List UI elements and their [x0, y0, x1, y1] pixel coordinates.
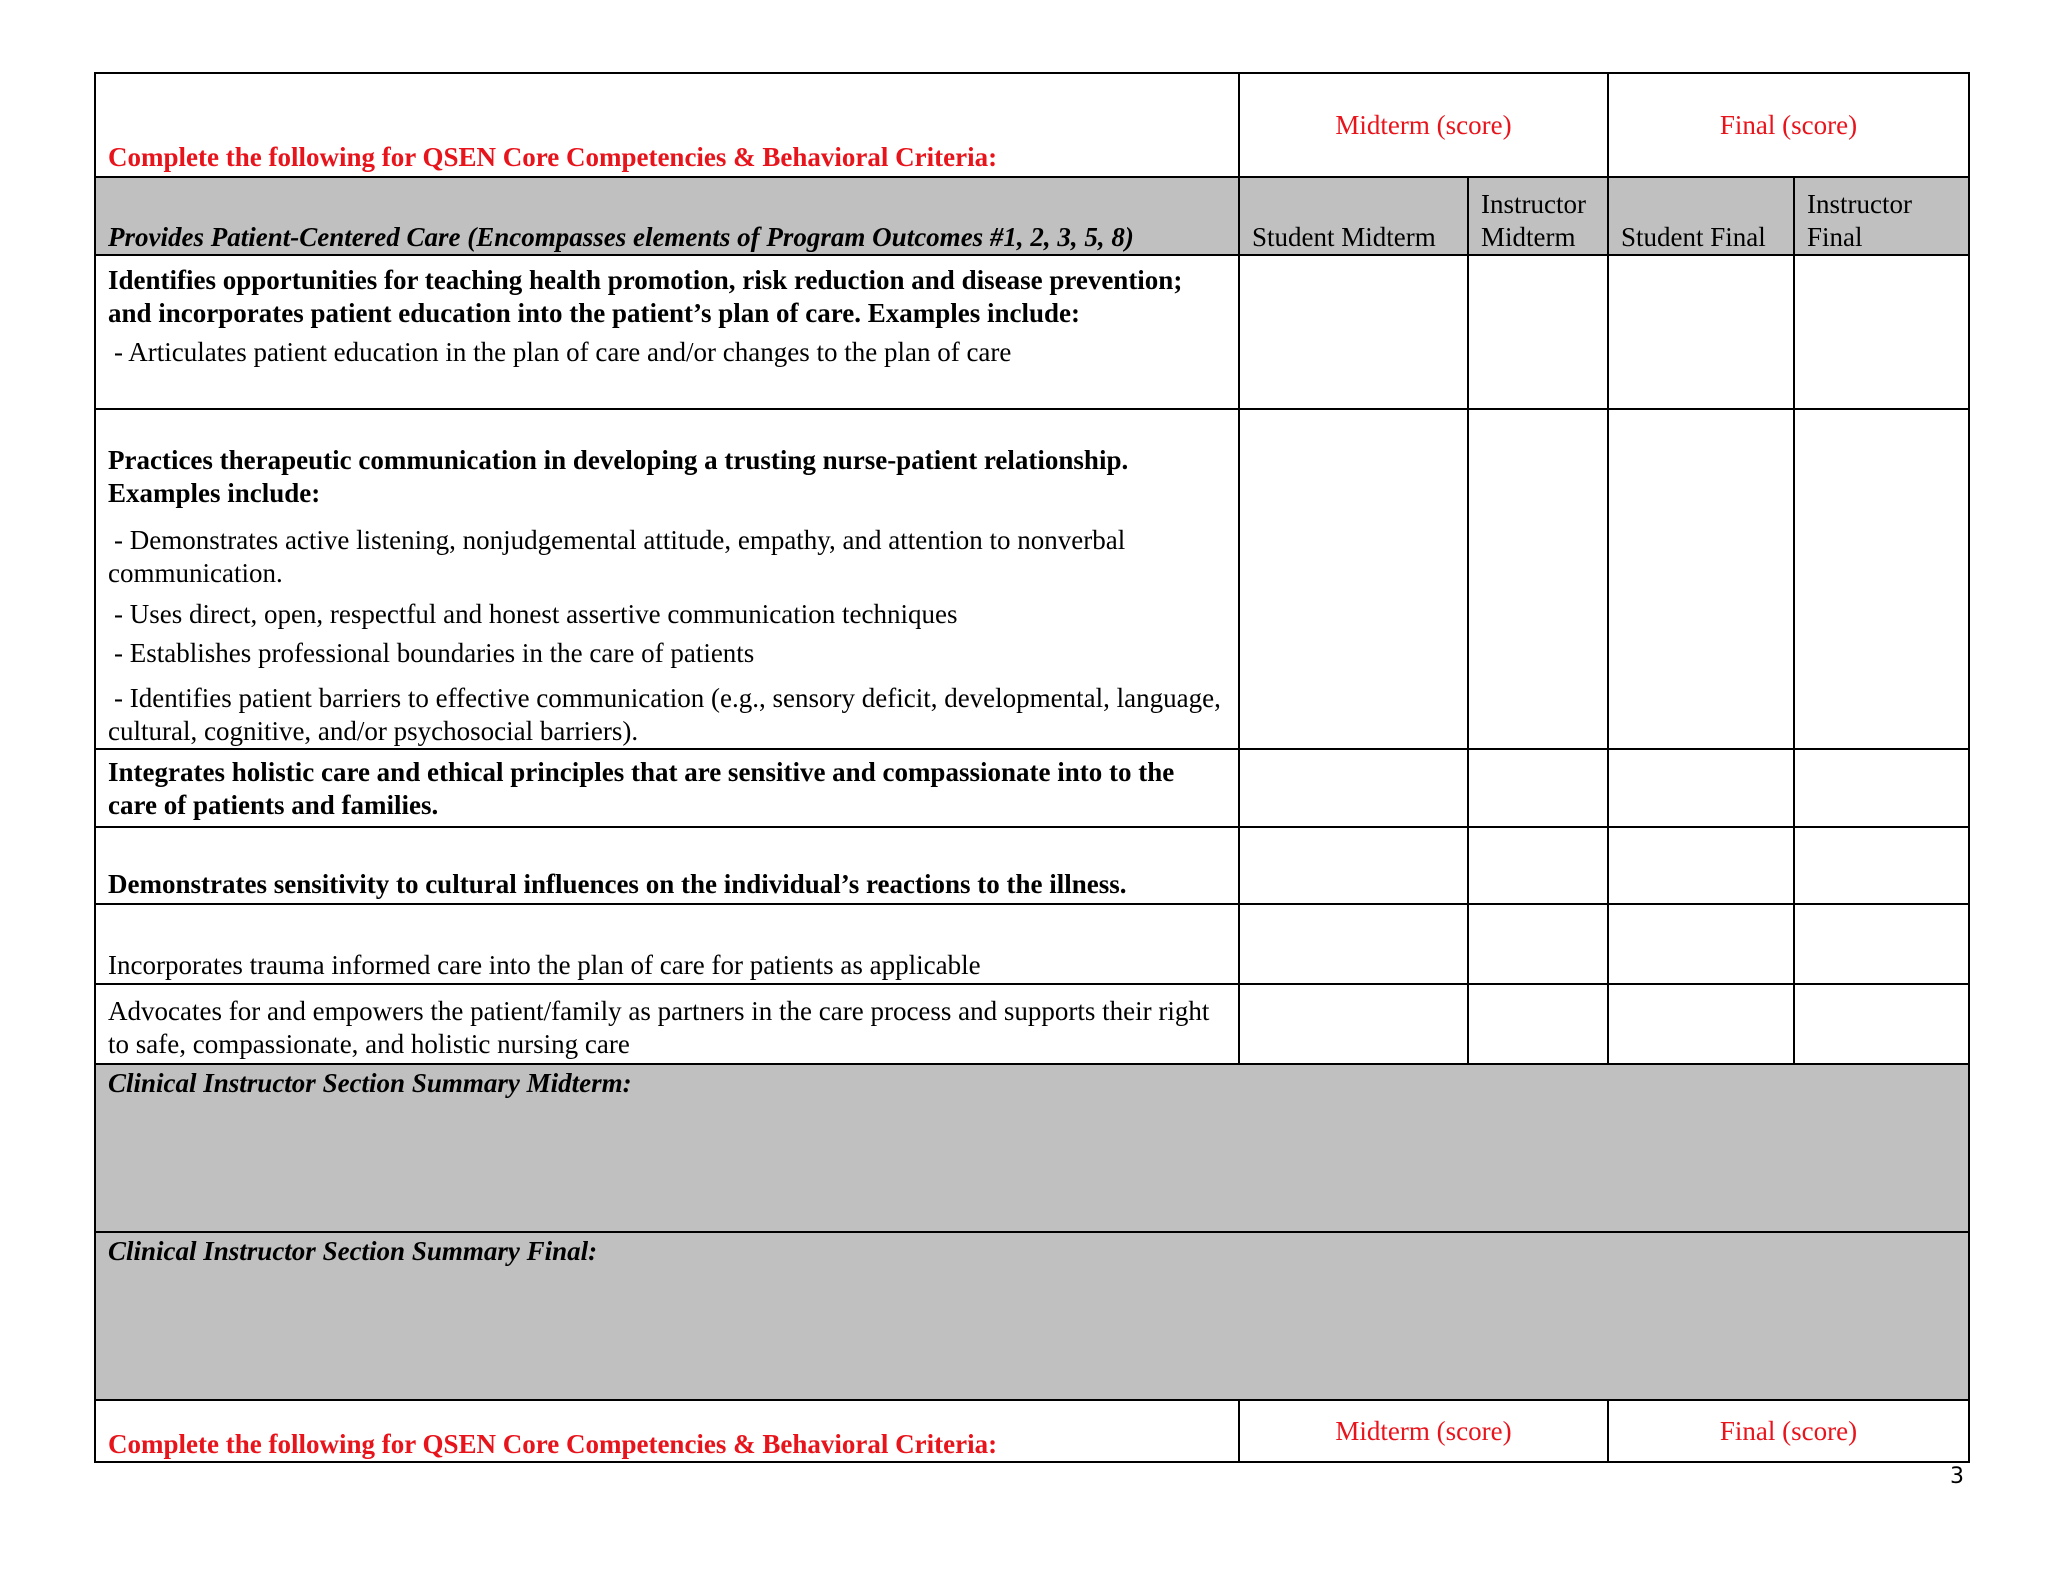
instructor-midterm-input[interactable] — [1468, 984, 1608, 1064]
student-midterm-input[interactable] — [1239, 749, 1468, 827]
student-final-input[interactable] — [1608, 827, 1794, 904]
criterion-heading: Practices therapeutic communication in developing a trusting nurse-patient relationship. Examples include: — [108, 445, 1129, 508]
summary-final-field[interactable] — [95, 1232, 1969, 1400]
instructor-final-input[interactable] — [1794, 749, 1969, 827]
criterion-text: Incorporates trauma informed care into the plan of care for patients as applicable — [95, 904, 1239, 984]
student-final-input[interactable] — [1608, 409, 1794, 749]
student-midterm-input[interactable] — [1239, 827, 1468, 904]
instructor-final-input[interactable] — [1794, 984, 1969, 1064]
col-instructor-final: Instructor Final — [1794, 177, 1969, 255]
final-score-header: Final (score) — [1608, 73, 1969, 177]
instructor-midterm-input[interactable] — [1468, 749, 1608, 827]
summary-midterm-row — [95, 1064, 1969, 1232]
criterion-example: - Identifies patient barriers to effective communication (e.g., sensory deficit, developmental, language, cultural, cognitive, and/or psychosocial barriers). — [108, 683, 1221, 746]
midterm-score-header: Midterm (score) — [1239, 73, 1608, 177]
header-row — [95, 73, 1969, 177]
section-title: Provides Patient-Centered Care (Encompasses elements of Program Outcomes #1, 2, 3, 5, 8) — [95, 177, 1239, 255]
instructor-midterm-input[interactable] — [1468, 827, 1608, 904]
criterion-row — [95, 827, 1969, 904]
instructor-final-input[interactable] — [1794, 409, 1969, 749]
criterion-example: - Establishes professional boundaries in the care of patients — [114, 638, 755, 668]
student-midterm-input[interactable] — [1239, 904, 1468, 984]
col-student-final: Student Final — [1608, 177, 1794, 255]
summary-midterm-label: Clinical Instructor Section Summary Midterm: — [108, 1068, 632, 1098]
criterion-heading: Integrates holistic care and ethical principles that are sensitive and compassionate into to the care of patients and families. — [95, 749, 1239, 827]
section-header-row — [95, 177, 1969, 255]
footer-final-score-header: Final (score) — [1608, 1400, 1969, 1462]
criterion-row — [95, 409, 1969, 749]
col-student-midterm: Student Midterm — [1239, 177, 1468, 255]
instructor-midterm-input[interactable] — [1468, 255, 1608, 409]
col-instructor-midterm: Instructor Midterm — [1468, 177, 1608, 255]
instructor-final-input[interactable] — [1794, 255, 1969, 409]
instructor-final-input[interactable] — [1794, 904, 1969, 984]
student-final-input[interactable] — [1608, 749, 1794, 827]
page-number: 3 — [1950, 1464, 1964, 1489]
criterion-row — [95, 255, 1969, 409]
criterion-row — [95, 904, 1969, 984]
footer-header-row — [95, 1400, 1969, 1462]
criterion-example: - Articulates patient education in the plan of care and/or changes to the plan of care — [114, 337, 1012, 367]
student-midterm-input[interactable] — [1239, 984, 1468, 1064]
footer-instruction-cell: Complete the following for QSEN Core Competencies & Behavioral Criteria: — [95, 1400, 1239, 1462]
criterion-row — [95, 749, 1969, 827]
criterion-row — [95, 984, 1969, 1064]
footer-midterm-score-header: Midterm (score) — [1239, 1400, 1608, 1462]
criterion-example: - Uses direct, open, respectful and honest assertive communication techniques — [114, 599, 958, 629]
instruction-cell: Complete the following for QSEN Core Competencies & Behavioral Criteria: — [95, 73, 1239, 177]
summary-final-label: Clinical Instructor Section Summary Final: — [108, 1236, 598, 1266]
summary-final-row — [95, 1232, 1969, 1400]
evaluation-table — [94, 72, 1970, 1463]
instructor-midterm-input[interactable] — [1468, 904, 1608, 984]
criterion-example: - Demonstrates active listening, nonjudgemental attitude, empathy, and attention to nonverbal communication. — [108, 525, 1126, 588]
instructor-final-input[interactable] — [1794, 827, 1969, 904]
summary-midterm-field[interactable] — [95, 1064, 1969, 1232]
instructor-midterm-input[interactable] — [1468, 409, 1608, 749]
student-final-input[interactable] — [1608, 904, 1794, 984]
criterion-heading: Demonstrates sensitivity to cultural influences on the individual’s reactions to the illness. — [95, 827, 1239, 904]
criterion-heading: Identifies opportunities for teaching health promotion, risk reduction and disease prevention; and incorporates patient education into the patient’s plan of care. Examples include: — [108, 265, 1183, 328]
criterion-cell — [95, 409, 1239, 749]
student-midterm-input[interactable] — [1239, 255, 1468, 409]
criterion-cell — [95, 255, 1239, 409]
student-final-input[interactable] — [1608, 984, 1794, 1064]
criterion-text: Advocates for and empowers the patient/family as partners in the care process and supports their right to safe, compassionate, and holistic nursing care — [95, 984, 1239, 1064]
student-final-input[interactable] — [1608, 255, 1794, 409]
student-midterm-input[interactable] — [1239, 409, 1468, 749]
